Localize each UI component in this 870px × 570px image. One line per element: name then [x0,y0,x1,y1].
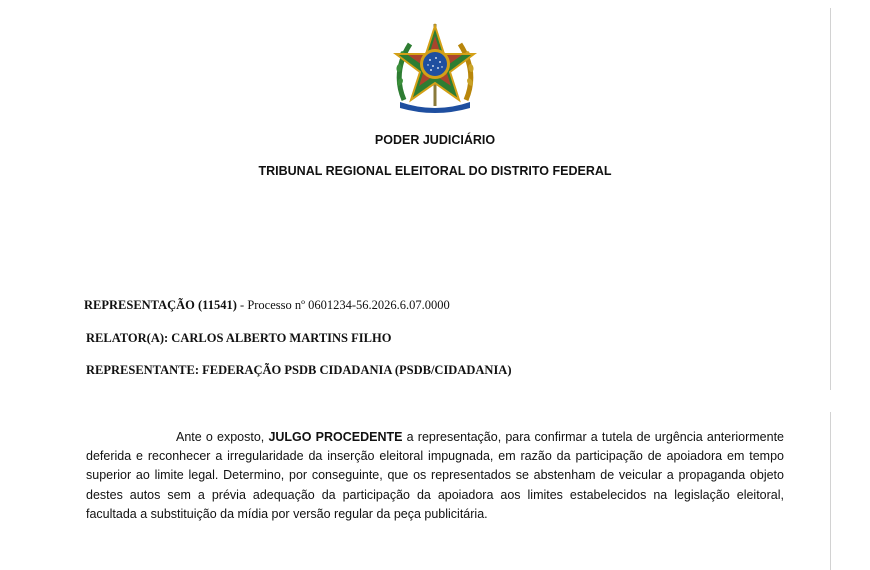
header-title-tribunal: TRIBUNAL REGIONAL ELEITORAL DO DISTRITO FEDERAL [258,164,612,178]
processo-number: - Processo nº 0601234-56.2026.6.07.0000 [236,298,450,312]
decision-intro: Ante o exposto, [176,430,269,444]
meta-relator: RELATOR(A): CARLOS ALBERTO MARTINS FILHO [86,331,392,345]
page-edge-bottom [830,412,831,570]
decision-emphasis: JULGO PROCEDENTE [268,430,403,444]
page-edge-top [830,8,831,390]
meta-representacao [84,298,450,313]
representacao-label: REPRESENTAÇÃO (11541) [84,298,237,312]
decision-paragraph [86,428,784,524]
meta-representante: REPRESENTANTE: FEDERAÇÃO PSDB CIDADANIA (PSDB/CIDADANIA) [86,363,512,377]
brazil-coat-of-arms-icon [390,22,480,114]
header-title-poder: PODER JUDICIÁRIO [374,133,496,147]
decision-rest: a representação, para confirmar a tutela de urgência anteriormente deferida e reconhecer a irregularidade da inserção eleitoral impugnada, em razão da participação de apoiadora em tempo superior ao limite legal. Determino, por conseguinte, que os representados se abstenham de veicular a propaganda objeto destes autos sem a prévia adequação da participação da apoiadora aos limites estabelecidos na legislação eleitoral, facultada a substituição da mídia por versão regular da peça publicitária. [86,430,784,521]
